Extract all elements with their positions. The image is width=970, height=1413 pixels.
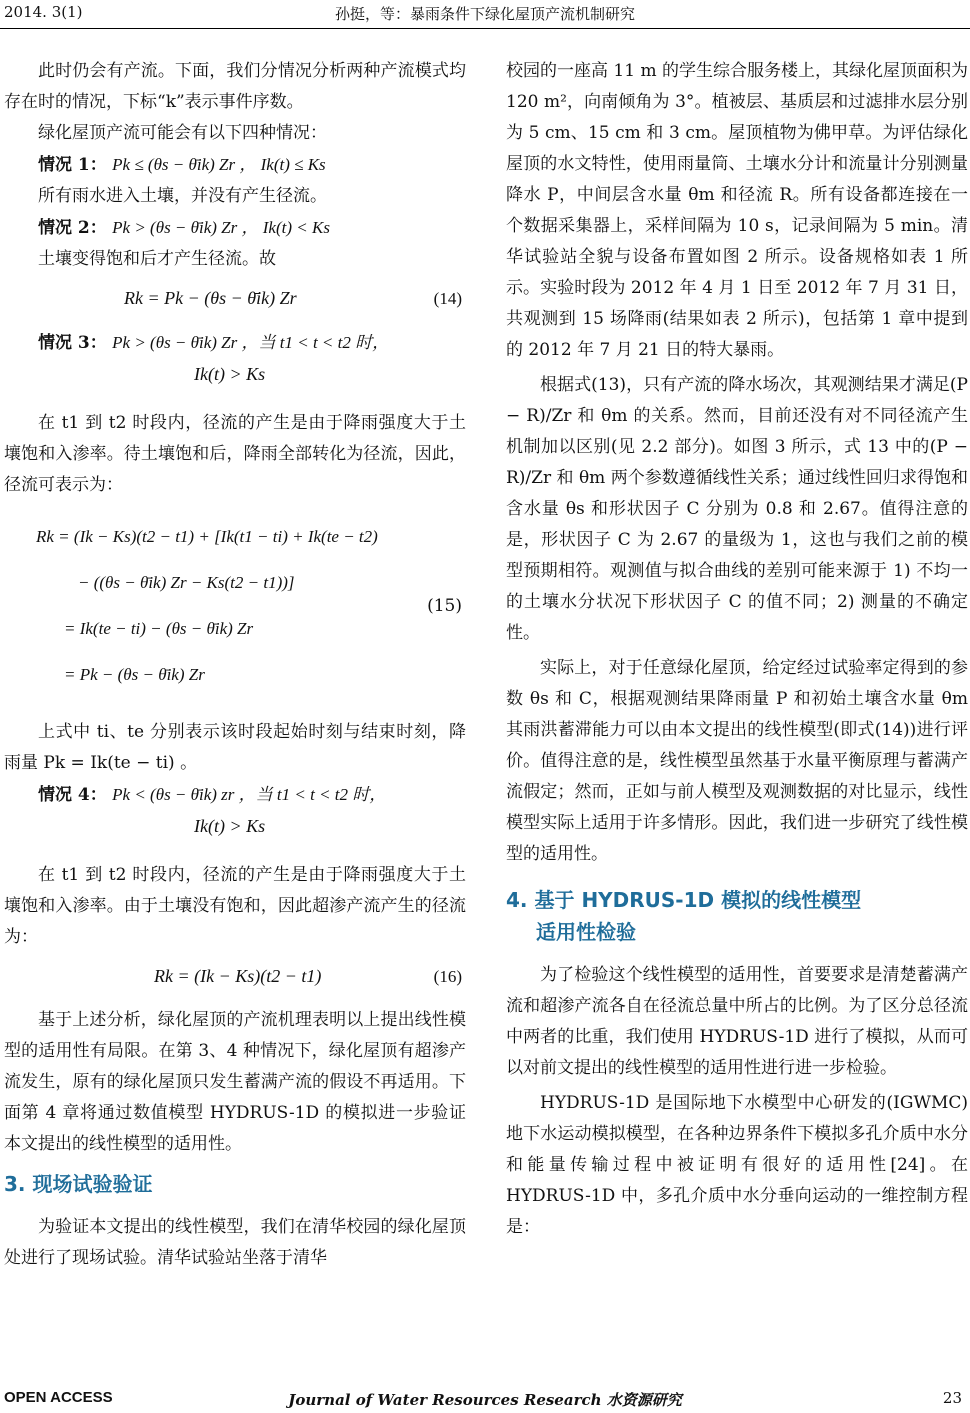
- case-label: 情况 3：: [38, 333, 107, 353]
- equation-14: [4, 275, 466, 321]
- paragraph: 绿化屋顶产流可能会有以下四种情况：: [38, 123, 327, 143]
- paragraph: 此时仍会有产流。下面，我们分情况分析两种产流模式均存在时的情况，下标“k”表示事件序数。: [4, 61, 466, 112]
- equation-expression: Rk = Pk − (θs − θ̄ik) Zr: [124, 288, 297, 308]
- journal-name: Journal of Water Resources Research 水资源研究: [288, 1391, 682, 1409]
- paragraph: 在 t1 到 t2 时段内，径流的产生是由于降雨强度大于土壤饱和入渗率。由于土壤没有饱和，因此超渗产流产生的径流为：: [4, 865, 466, 947]
- case-text: 所有雨水进入土壤，并没有产生径流。: [38, 186, 327, 206]
- page-footer: [0, 1389, 970, 1413]
- equation-number: (15): [427, 596, 462, 616]
- section-heading-4: [506, 884, 968, 948]
- section-heading-3: 3. 现场试验验证: [4, 1172, 153, 1196]
- case-label: 情况 4：: [38, 785, 107, 805]
- paragraph: 为验证本文提出的线性模型，我们在清华校园的绿化屋顶处进行了现场试验。清华试验站坐落于清华: [4, 1217, 466, 1268]
- paragraph: 校园的一座高 11 m 的学生综合服务楼上，其绿化屋顶面积为 120 m²，向南倾角为 3°。植被层、基质层和过滤排水层分别为 5 cm、15 cm 和 3 cm。屋顶植物为佛甲草。为评估绿化屋顶的水文特性，使用雨量筒、土壤水分计和流量计分别测量降水 P，中间层含水量 θm 和径流 R。所有设备都连接在一个数据采集器上，采样间隔为 10 s，记录间隔为 5 min。清华试验站全貌与设备布置如图 2 所示。设备规格如表 1 所示。实验时段为 2012 年 4 月 1 日至 2012 年 7 月 31 日，共观测到 15 场降雨(结果如表 2 所示)，包括第 1 章中提到的 2012 年 7 月 21 日的特大暴雨。: [506, 61, 968, 360]
- equation-line: = Ik(te − ti) − (θs − θ̄ik) Zr: [64, 619, 254, 638]
- case-4: [4, 779, 466, 811]
- case-equation: Pk < (θs − θ̄ik) zr ，当 t1 < t < t2 时，: [112, 785, 387, 804]
- case-3: [4, 327, 466, 359]
- paragraph: HYDRUS-1D 是国际地下水模型中心研发的(IGWMC)地下水运动模拟模型，在各种边界条件下模拟多孔介质中水分和能量传输过程中被证明有很好的适用性[24]。在 HYDRUS-1D 中，多孔介质中水分垂向运动的一维控制方程是：: [506, 1093, 968, 1237]
- running-title: 孙挺，等：暴雨条件下绿化屋顶产流机制研究: [334, 5, 635, 23]
- right-column: [506, 56, 968, 1243]
- case-equation: Pk ≤ (θs − θ̄ik) Zr ， Ik(t) ≤ Ks: [112, 155, 326, 174]
- paragraph: 在 t1 到 t2 时段内，径流的产生是由于降雨强度大于土壤饱和入渗率。待土壤饱和后，降雨全部转化为径流，因此，径流可表示为：: [4, 413, 466, 495]
- issue-label: 2014. 3(1): [4, 3, 83, 21]
- left-column: [4, 56, 466, 1274]
- equation-16: [4, 953, 466, 999]
- equation-line: = Pk − (θs − θ̄ik) Zr: [64, 665, 205, 684]
- page-number: 23: [942, 1389, 962, 1407]
- paragraph: 基于上述分析，绿化屋顶的产流机理表明以上提出线性模型的适用性有局限。在第 3、4 种情况下，绿化屋顶有超渗产流发生，原有的绿化屋顶只发生蓄满产流的假设不再适用。下面第 4 章将通过数值模型 HYDRUS-1D 的模拟进一步验证本文提出的线性模型的适用性。: [4, 1010, 466, 1154]
- open-access-label: OPEN ACCESS: [4, 1389, 113, 1406]
- paragraph: 上式中 ti、te 分别表示该时段起始时刻与结束时刻，降雨量 Pk = Ik(te − ti) 。: [4, 722, 466, 773]
- header-rule: [0, 28, 970, 29]
- paragraph: 为了检验这个线性模型的适用性，首要要求是清楚蓄满产流和超渗产流各自在径流总量中所占的比例。为了区分总径流中两者的比重，我们使用 HYDRUS-1D 进行了模拟，从而可以对前文提出的线性模型的适用性进行进一步检验。: [506, 965, 968, 1078]
- case-label: 情况 2：: [38, 218, 107, 238]
- equation-number: (16): [433, 967, 462, 986]
- case-label: 情况 1：: [38, 155, 107, 175]
- equation-line: Rk = (Ik − Ks)(t2 − t1) + [Ik(t1 − ti) + Ik(te − t2): [36, 527, 378, 546]
- page-header: [0, 0, 970, 30]
- equation-15: [4, 515, 466, 701]
- case-equation: Ik(t) > Ks: [194, 816, 266, 836]
- section-heading-line: 适用性检验: [536, 920, 636, 944]
- equation-number: (14): [433, 289, 462, 308]
- case-text: 土壤变得饱和后才产生径流。故: [38, 249, 276, 269]
- section-heading-line: 4. 基于 HYDRUS-1D 模拟的线性模型: [506, 888, 862, 912]
- paragraph: 实际上，对于任意绿化屋顶，给定经过试验率定得到的参数 θs 和 C，根据观测结果降雨量 P 和初始土壤含水量 θm 其雨洪蓄滞能力可以由本文提出的线性模型(即式(14))进行评价。值得注意的是，线性模型虽然基于水量平衡原理与蓄满产流假定；然而，正如与前人模型及观测数据的对比显示，线性模型实际上适用于许多情形。因此，我们进一步研究了线性模型的适用性。: [506, 658, 968, 864]
- equation-expression: Rk = (Ik − Ks)(t2 − t1): [154, 966, 322, 986]
- case-equation: Pk > (θs − θ̄ik) Zr ，当 t1 < t < t2 时，: [112, 333, 390, 352]
- case-2: [4, 212, 466, 244]
- case-equation: Pk > (θs − θ̄ik) Zr ， Ik(t) < Ks: [112, 218, 330, 237]
- case-equation: Ik(t) > Ks: [194, 364, 266, 384]
- case-1: [4, 149, 466, 181]
- paragraph: 根据式(13)，只有产流的降水场次，其观测结果才满足(P − R)/Zr 和 θm 的关系。然而，目前还没有对不同径流产生机制加以区别(见 2.2 部分)。如图 3 所示，式 13 中的(P − R)/Zr 和 θm 两个参数遵循线性关系；通过线性回归求得饱和含水量 θs 和形状因子 C 分别为 0.8 和 2.67。值得注意的是，形状因子 C 为 2.67 的量级为 1，这也与我们之前的模型预期相符。观测值与拟合曲线的差别可能来源于 1) 不均一的土壤水分状况下形状因子 C 的值不同；2) 测量的不确定性。: [506, 375, 968, 643]
- equation-line: − ((θs − θ̄ik) Zr − Ks(t2 − t1))]: [78, 573, 295, 592]
